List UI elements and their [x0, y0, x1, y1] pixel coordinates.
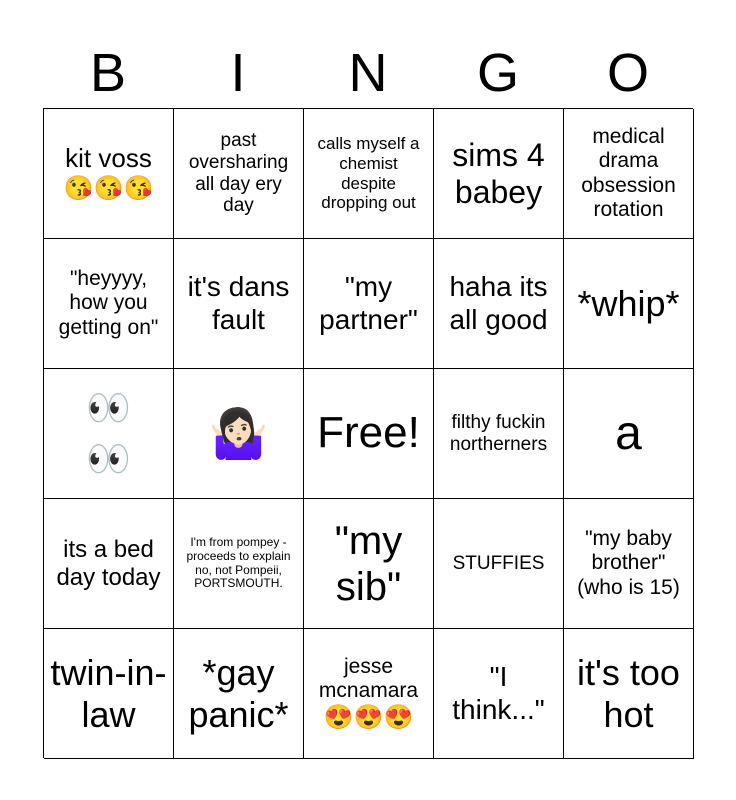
cell-text: jesse mcnamara — [318, 654, 419, 702]
header-letter-n: N — [348, 43, 388, 103]
cell-text: "my baby brother" (who is 15) — [577, 527, 680, 599]
cell-text: a — [615, 406, 642, 460]
bingo-cell[interactable] — [304, 239, 434, 369]
bingo-cell[interactable] — [434, 629, 564, 759]
bingo-cell[interactable] — [304, 629, 434, 759]
cell-text: "heyyyy, how you getting on" — [58, 267, 159, 339]
header-letter-i: I — [230, 43, 246, 103]
bingo-cell[interactable] — [564, 109, 694, 239]
cell-text: sims 4 babey — [452, 136, 545, 210]
bingo-cell[interactable] — [304, 109, 434, 239]
bingo-cell[interactable] — [174, 369, 304, 499]
bingo-cell[interactable] — [44, 499, 174, 629]
cell-text: haha its all good — [449, 271, 548, 335]
cell-text: *gay panic* — [188, 652, 289, 735]
cell-text: calls myself a chemist despite dropping out — [317, 134, 420, 213]
bingo-cell[interactable] — [174, 499, 304, 629]
cell-text: filthy fuckin northerners — [449, 411, 548, 455]
shrugging-woman-emoji: 🤷🏻‍♀️ — [208, 408, 269, 461]
cell-text: twin-in-law — [50, 652, 167, 735]
bingo-cell[interactable] — [174, 239, 304, 369]
bingo-cell[interactable] — [174, 629, 304, 759]
bingo-cell[interactable] — [434, 239, 564, 369]
bingo-cell[interactable] — [434, 109, 564, 239]
header-letter-o: O — [606, 43, 649, 103]
bingo-cell[interactable] — [434, 499, 564, 629]
cell-text: "my sib" — [334, 518, 403, 609]
cell-text: it's too hot — [577, 652, 680, 735]
bingo-cell[interactable] — [434, 369, 564, 499]
cell-text: its a bed day today — [56, 535, 161, 591]
bingo-cell[interactable] — [564, 239, 694, 369]
cell-text: *whip* — [577, 282, 680, 324]
cell-text: STUFFIES — [452, 552, 545, 574]
cell-text: "I think..." — [452, 661, 545, 725]
heart-eyes-emoji: 😍😍😍 — [323, 704, 414, 732]
bingo-cell[interactable] — [304, 499, 434, 629]
cell-text: it's dans fault — [187, 271, 290, 335]
cell-text: kit voss — [65, 143, 152, 174]
bingo-cell[interactable] — [44, 109, 174, 239]
cell-text: "my partner" — [319, 271, 418, 335]
free-space-text: Free! — [317, 408, 420, 458]
cell-text: medical drama obsession rotation — [581, 125, 676, 221]
bingo-board — [43, 108, 693, 758]
free-space-cell[interactable] — [304, 369, 434, 499]
bingo-cell[interactable] — [564, 369, 694, 499]
cell-text: past oversharing all day ery day — [188, 129, 289, 217]
bingo-cell[interactable] — [564, 629, 694, 759]
bingo-cell[interactable] — [174, 109, 304, 239]
eyes-emoji: 👀 👀 — [86, 387, 131, 479]
bingo-cell[interactable] — [564, 499, 694, 629]
cell-text: I'm from pompey - proceeds to explain no, not Pompeii, PORTSMOUTH. — [186, 534, 291, 591]
bingo-cell[interactable] — [44, 369, 174, 499]
header-letter-g: G — [476, 43, 519, 103]
kissing-face-emoji: 😘😘😘 — [63, 174, 154, 202]
bingo-header — [43, 38, 693, 108]
header-letter-b: B — [89, 43, 127, 103]
bingo-cell[interactable] — [44, 239, 174, 369]
bingo-cell[interactable] — [44, 629, 174, 759]
